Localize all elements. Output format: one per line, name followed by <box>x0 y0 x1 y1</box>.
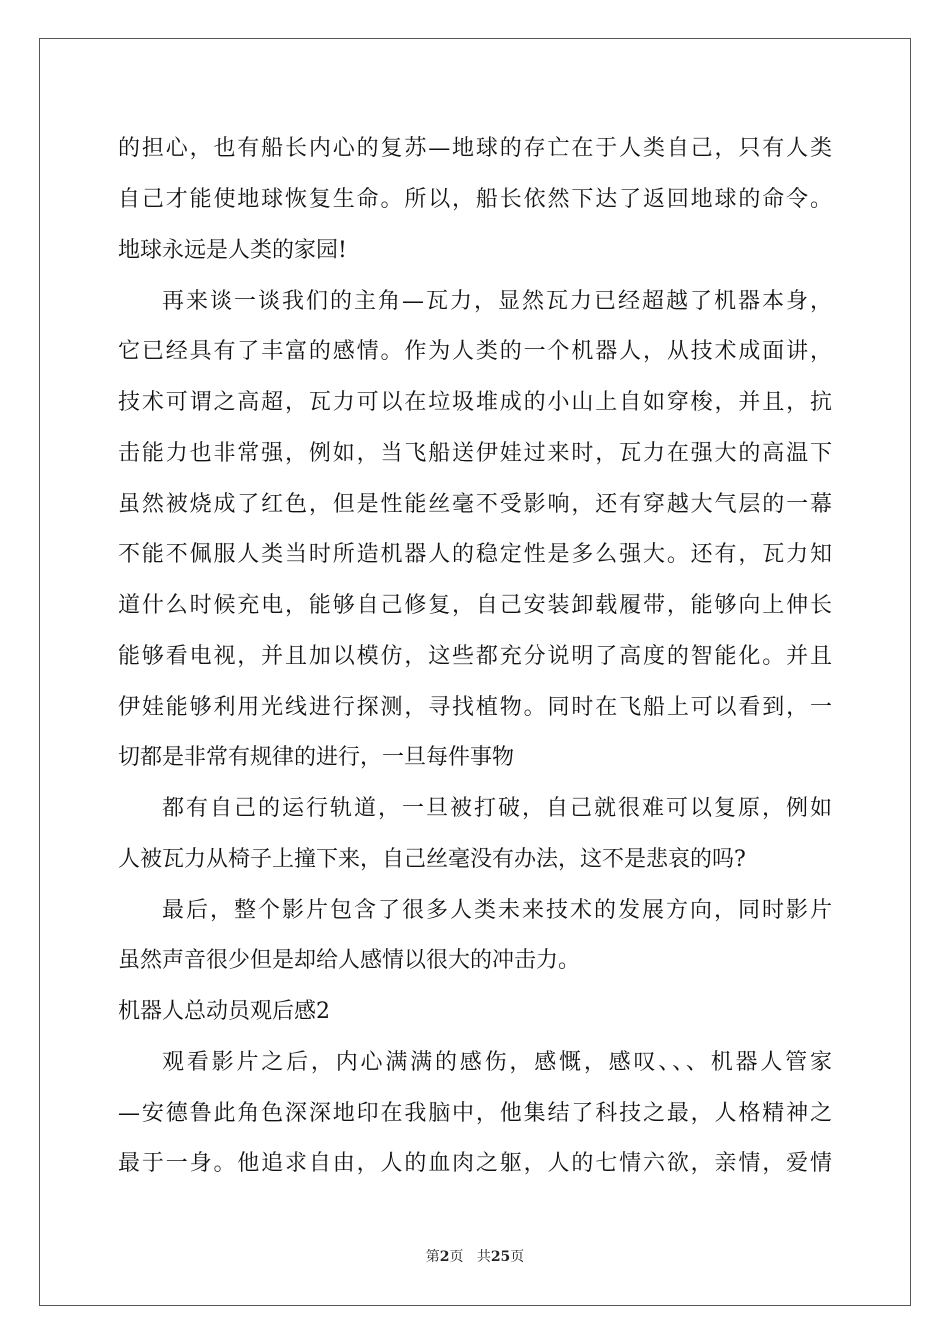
current-page-number: 2 <box>439 1249 450 1265</box>
body-line: —安德鲁此角色深深地印在我脑中，他集结了科技之最，人格精神之 <box>118 1101 832 1126</box>
body-line: 切都是非常有规律的进行，一旦每件事物 <box>118 745 515 770</box>
body-line: 的担心，也有船长内心的复苏—地球的存亡在于人类自己，只有人类 <box>118 136 832 161</box>
paragraph-first-line: 都有自己的运行轨道，一旦被打破，自己就很难可以复原，例如 <box>162 796 832 821</box>
paragraph-first-line: 再来谈一谈我们的主角—瓦力，显然瓦力已经超越了机器本身， <box>162 289 832 314</box>
body-line: 虽然声音很少但是却给人感情以很大的冲击力。 <box>118 948 581 973</box>
body-line: 虽然被烧成了红色，但是性能丝毫不受影响，还有穿越大气层的一幕 <box>118 492 832 517</box>
paragraph-first-line: 最后，整个影片包含了很多人类未来技术的发展方向，同时影片 <box>162 898 832 923</box>
page-footer <box>0 1246 950 1266</box>
body-line: 不能不佩服人类当时所造机器人的稳定性是多么强大。还有，瓦力知 <box>118 542 832 567</box>
body-line: 地球永远是人类的家园! <box>118 238 347 263</box>
body-line: 最于一身。他追求自由，人的血肉之躯，人的七情六欲，亲情，爱情 <box>118 1151 832 1176</box>
body-line: 人被瓦力从椅子上撞下来，自己丝毫没有办法，这不是悲哀的吗? <box>118 847 746 872</box>
section-heading: 机器人总动员观后感2 <box>118 999 330 1024</box>
body-line: 道什么时候充电，能够自己修复，自己安装卸载履带，能够向上伸长 <box>118 593 832 618</box>
body-line: 击能力也非常强，例如，当飞船送伊娃过来时，瓦力在强大的高温下 <box>118 441 832 466</box>
page-prefix: 第 <box>425 1249 440 1265</box>
paragraph-first-line: 观看影片之后，内心满满的感伤，感慨，感叹、、、机器人管家 <box>162 1050 832 1075</box>
body-line: 它已经具有了丰富的感情。作为人类的一个机器人，从技术成面讲， <box>118 339 832 364</box>
body-line: 伊娃能够利用光线进行探测，寻找植物。同时在飞船上可以看到，一 <box>118 695 832 720</box>
page-suffix: 页 <box>449 1249 464 1265</box>
total-prefix: 共 <box>476 1249 491 1265</box>
body-line: 能够看电视，并且加以模仿，这些都充分说明了高度的智能化。并且 <box>118 644 832 669</box>
total-suffix: 页 <box>510 1249 525 1265</box>
total-pages-number: 25 <box>490 1249 511 1265</box>
body-line: 自己才能使地球恢复生命。所以，船长依然下达了返回地球的命令。 <box>118 187 832 212</box>
body-line: 技术可谓之高超，瓦力可以在垃圾堆成的小山上自如穿梭，并且，抗 <box>118 390 832 415</box>
